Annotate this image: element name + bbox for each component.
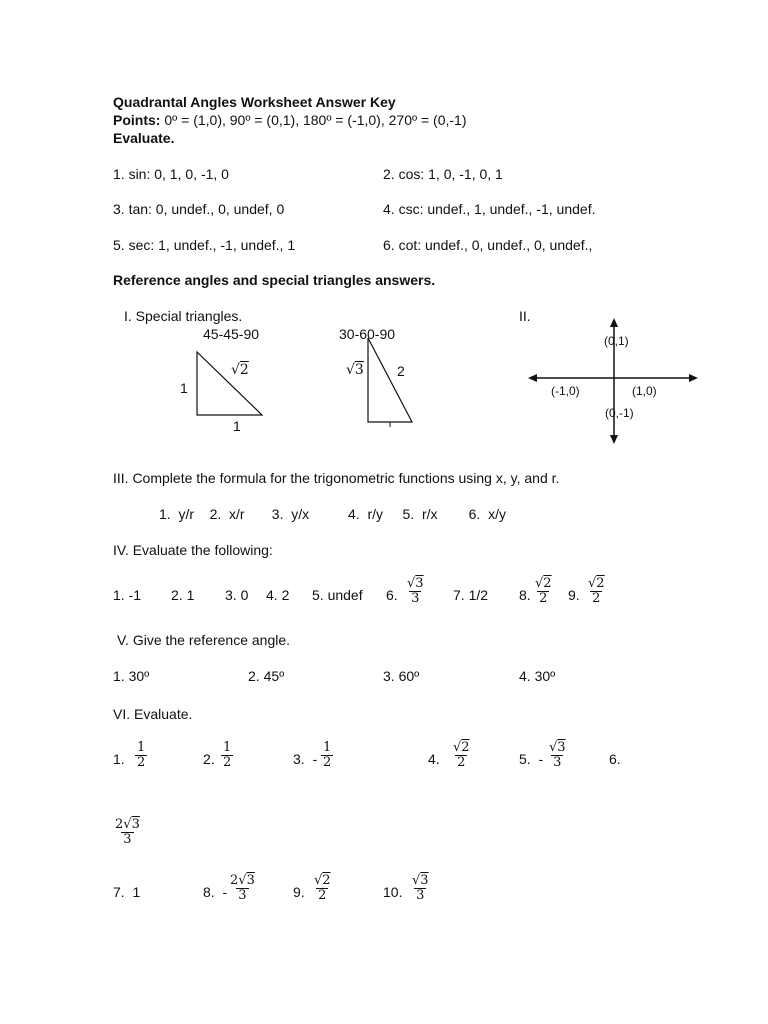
evaluate-heading: Evaluate. <box>113 130 175 146</box>
coord-point-left: (-1,0) <box>551 384 580 398</box>
section-6-fraction-2: $\frac{1}{2}$ <box>223 740 232 770</box>
section-4-heading: IV. Evaluate the following: <box>113 542 273 558</box>
special-triangles-label: I. Special triangles. <box>124 308 243 324</box>
section-5-item-3: 3. 60º <box>383 668 420 684</box>
section-6-fraction-9: $\frac{√2}{2}$ <box>314 873 331 903</box>
section-6-label-7: 7. 1 <box>113 884 141 900</box>
evaluate-item-2: 2. cos: 1, 0, -1, 0, 1 <box>383 166 503 182</box>
coord-point-bottom: (0,-1) <box>605 406 634 420</box>
points-label: Points: <box>113 112 161 128</box>
section-4-fraction-8: $\frac{√2}{2}$ <box>535 576 552 606</box>
section-6-label-3: 3. - <box>293 751 318 767</box>
section-5-item-2: 2. 45º <box>248 668 285 684</box>
section-6-fraction-8: $\frac{2√3}{3}$ <box>230 873 255 903</box>
section-6-label-2: 2. <box>203 751 215 767</box>
section-3-heading: III. Complete the formula for the trigonometric functions using x, y, and r. <box>113 470 560 486</box>
section-6-label-6: 6. <box>609 751 621 767</box>
section-6-label-8: 8. - <box>203 884 228 900</box>
section-6-label-9: 9. <box>293 884 305 900</box>
section-6-fraction-6: $\frac{2√3}{3}$ <box>115 817 140 847</box>
section-6-fraction-10: $\frac{√3}{3}$ <box>412 873 429 903</box>
triangle-45-hyp-label: √2 <box>231 362 249 378</box>
section-6-label-4: 4. <box>428 751 440 767</box>
points-text: 0º = (1,0), 90º = (0,1), 180º = (-1,0), 270º = (0,-1) <box>164 112 467 128</box>
section-4-item-1: 1. -1 <box>113 587 142 603</box>
evaluate-item-3: 3. tan: 0, undef., 0, undef, 0 <box>113 201 285 217</box>
coord-point-top: (0,1) <box>604 334 629 348</box>
section-4-item-5: 5. undef <box>312 587 363 603</box>
section-4-item-7: 7. 1/2 <box>453 587 489 603</box>
coordinate-label: II. <box>519 308 531 324</box>
section-6-fraction-3: $\frac{1}{2}$ <box>323 740 332 770</box>
triangle-30-title: 30-60-90 <box>339 326 396 342</box>
section-4-item-8: 8. <box>519 587 531 603</box>
section-4-item-6: 6. <box>386 587 398 603</box>
section-6-fraction-1: $\frac{1}{2}$ <box>137 740 146 770</box>
triangle-30-hyp-label: 2 <box>397 363 405 379</box>
section-4-fraction-9: $\frac{√2}{2}$ <box>588 576 605 606</box>
evaluate-item-6: 6. cot: undef., 0, undef., 0, undef., <box>383 237 593 253</box>
section-5-item-1: 1. 30º <box>113 668 150 684</box>
section-5-heading: V. Give the reference angle. <box>117 632 291 648</box>
section-4-item-3: 3. 0 <box>225 587 249 603</box>
section-6-fraction-5: $\frac{√3}{3}$ <box>549 740 566 770</box>
coord-point-right: (1,0) <box>632 384 657 398</box>
section-4-fraction-6: $\frac{√3}{3}$ <box>407 576 424 606</box>
section-5-item-4: 4. 30º <box>519 668 556 684</box>
section-3-answers: 1. y/r 2. x/r 3. y/x 4. r/y 5. r/x 6. x/y <box>159 506 506 522</box>
triangle-45-title: 45-45-90 <box>203 326 260 342</box>
triangle-45-leg-label: 1 <box>180 380 188 396</box>
section-6-fraction-4: $\frac{√2}{2}$ <box>453 740 470 770</box>
section-6-label-10: 10. <box>383 884 403 900</box>
section-6-label-1: 1. <box>113 751 125 767</box>
section-6-label-5: 5. - <box>519 751 544 767</box>
triangle-45-base-label: 1 <box>233 418 241 434</box>
evaluate-item-1: 1. sin: 0, 1, 0, -1, 0 <box>113 166 229 182</box>
page-title: Quadrantal Angles Worksheet Answer Key <box>113 94 396 110</box>
section-6-heading: VI. Evaluate. <box>113 706 193 722</box>
reference-heading: Reference angles and special triangles answers. <box>113 272 436 288</box>
section-4-item-9: 9. <box>568 587 580 603</box>
section-4-item-4: 4. 2 <box>266 587 290 603</box>
triangle-30-leg-label: √3 <box>346 362 364 378</box>
evaluate-item-4: 4. csc: undef., 1, undef., -1, undef. <box>383 201 596 217</box>
evaluate-item-5: 5. sec: 1, undef., -1, undef., 1 <box>113 237 296 253</box>
section-4-item-2: 2. 1 <box>171 587 195 603</box>
